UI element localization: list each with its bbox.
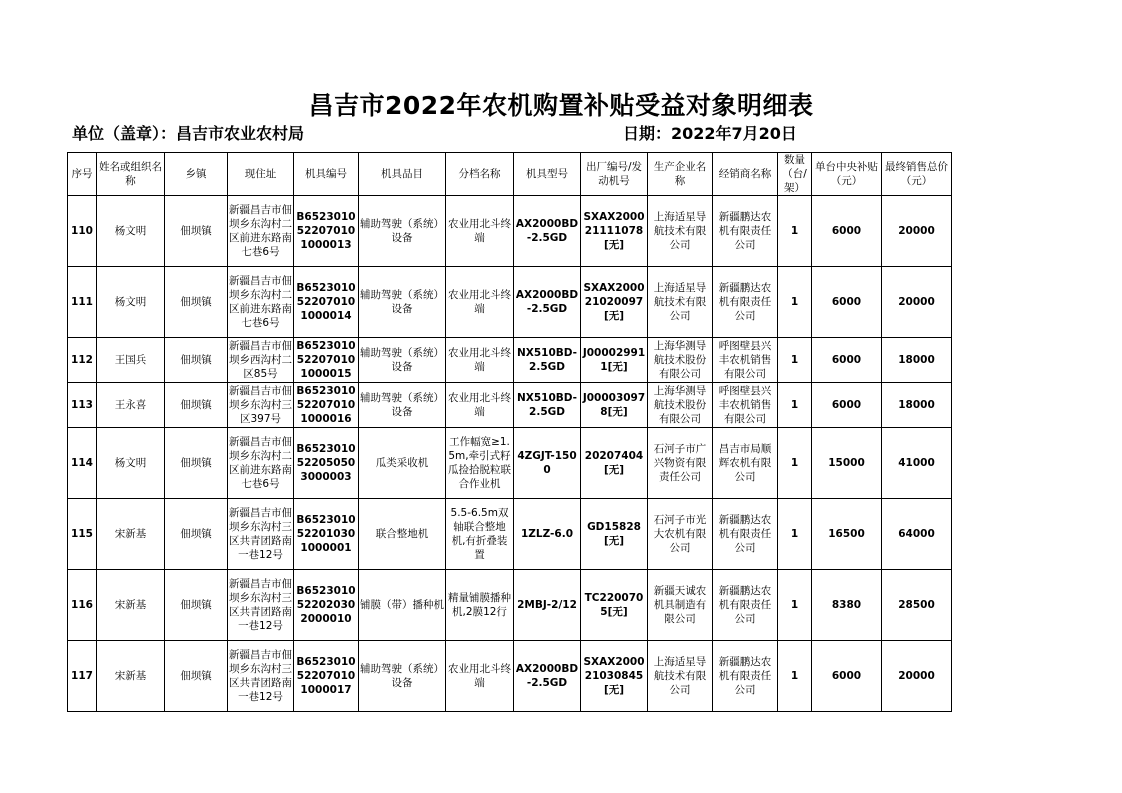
beneficiary-table xyxy=(67,152,952,712)
table-cell: B6523010522070101000016 xyxy=(294,383,359,428)
table-cell: 116 xyxy=(68,570,97,641)
table-cell: B6523010522070101000013 xyxy=(294,196,359,267)
table-cell: SXAX200021030845[无] xyxy=(581,641,648,712)
table-cell: 117 xyxy=(68,641,97,712)
table-cell: 6000 xyxy=(812,267,882,338)
table-cell: 铺膜（带）播种机 xyxy=(359,570,446,641)
column-header: 序号 xyxy=(68,153,97,196)
table-cell: 1 xyxy=(778,570,812,641)
table-cell: 2MBJ-2/12 xyxy=(514,570,581,641)
table-cell: 上海华测导航技术股份有限公司 xyxy=(648,383,713,428)
table-cell: B6523010522050503000003 xyxy=(294,428,359,499)
column-header: 乡镇 xyxy=(165,153,228,196)
column-header: 单台中央补贴（元） xyxy=(812,153,882,196)
table-cell: 64000 xyxy=(882,499,952,570)
table-cell: 昌吉市局顺辉农机有限公司 xyxy=(713,428,778,499)
table-cell: 辅助驾驶（系统）设备 xyxy=(359,196,446,267)
table-cell: 辅助驾驶（系统）设备 xyxy=(359,383,446,428)
table-row xyxy=(68,499,952,570)
table-cell: 4ZGJT-1500 xyxy=(514,428,581,499)
table-cell: 辅助驾驶（系统）设备 xyxy=(359,267,446,338)
table-cell: 113 xyxy=(68,383,97,428)
table-cell: 1 xyxy=(778,383,812,428)
table-cell: 15000 xyxy=(812,428,882,499)
table-cell: 佃坝镇 xyxy=(165,196,228,267)
table-cell: 18000 xyxy=(882,338,952,383)
table-cell: 杨文明 xyxy=(97,428,165,499)
table-cell: 1 xyxy=(778,641,812,712)
table-cell: 宋新基 xyxy=(97,570,165,641)
table-cell: 1 xyxy=(778,428,812,499)
table-cell: 上海适星导航技术有限公司 xyxy=(648,196,713,267)
table-cell: 新疆昌吉市佃坝乡东沟村三区共青团路南一巷12号 xyxy=(228,570,294,641)
table-cell: 佃坝镇 xyxy=(165,499,228,570)
table-cell: 杨文明 xyxy=(97,196,165,267)
table-cell: 20000 xyxy=(882,267,952,338)
table-cell: 上海适星导航技术有限公司 xyxy=(648,267,713,338)
table-cell: NX510BD-2.5GD xyxy=(514,338,581,383)
table-cell: 新疆昌吉市佃坝乡东沟村三区共青团路南一巷12号 xyxy=(228,499,294,570)
table-cell: 宋新基 xyxy=(97,499,165,570)
table-cell: 杨文明 xyxy=(97,267,165,338)
column-header: 机具型号 xyxy=(514,153,581,196)
table-cell: 新疆鹏达农机有限责任公司 xyxy=(713,570,778,641)
table-cell: 瓜类采收机 xyxy=(359,428,446,499)
table-cell: SXAX200021020097[无] xyxy=(581,267,648,338)
document-title: 昌吉市2022年农机购置补贴受益对象明细表 xyxy=(308,91,814,120)
table-cell: 农业用北斗终端 xyxy=(446,338,514,383)
table-cell: AX2000BD-2.5GD xyxy=(514,641,581,712)
table-cell: GD15828[无] xyxy=(581,499,648,570)
table-cell: B6523010522070101000015 xyxy=(294,338,359,383)
table-cell: 宋新基 xyxy=(97,641,165,712)
column-header: 分档名称 xyxy=(446,153,514,196)
table-cell: B6523010522020302000010 xyxy=(294,570,359,641)
table-cell: 110 xyxy=(68,196,97,267)
table-cell: 5.5-6.5m双轴联合整地机,有折叠装置 xyxy=(446,499,514,570)
table-row xyxy=(68,267,952,338)
table-cell: 佃坝镇 xyxy=(165,383,228,428)
table-cell: 新疆昌吉市佃坝乡东沟村二区前进东路南七巷6号 xyxy=(228,196,294,267)
table-cell: 1 xyxy=(778,196,812,267)
table-cell: 精量铺膜播种机,2膜12行 xyxy=(446,570,514,641)
issuing-unit: 单位（盖章）：昌吉市农业农村局 xyxy=(72,124,305,143)
table-cell: 1 xyxy=(778,267,812,338)
table-cell: 新疆鹏达农机有限责任公司 xyxy=(713,641,778,712)
table-cell: 41000 xyxy=(882,428,952,499)
table-row xyxy=(68,641,952,712)
table-cell: 新疆天诚农机具制造有限公司 xyxy=(648,570,713,641)
table-row xyxy=(68,338,952,383)
table-cell: SXAX200021111078[无] xyxy=(581,196,648,267)
table-cell: 辅助驾驶（系统）设备 xyxy=(359,641,446,712)
table-cell: 6000 xyxy=(812,641,882,712)
column-header: 姓名或组织名称 xyxy=(97,153,165,196)
table-cell: 115 xyxy=(68,499,97,570)
table-cell: B6523010522070101000017 xyxy=(294,641,359,712)
table-cell: 20207404[无] xyxy=(581,428,648,499)
table-cell: 王国兵 xyxy=(97,338,165,383)
column-header: 机具编号 xyxy=(294,153,359,196)
table-cell: 112 xyxy=(68,338,97,383)
table-cell: 农业用北斗终端 xyxy=(446,196,514,267)
table-cell: 28500 xyxy=(882,570,952,641)
table-cell: 114 xyxy=(68,428,97,499)
table-cell: 石河子市光大农机有限公司 xyxy=(648,499,713,570)
table-cell: 新疆鹏达农机有限责任公司 xyxy=(713,499,778,570)
table-cell: 1 xyxy=(778,499,812,570)
table-cell: 工作幅宽≥1.5m,牵引式籽瓜捡拾脱粒联合作业机 xyxy=(446,428,514,499)
table-row xyxy=(68,570,952,641)
table-cell: 1ZLZ-6.0 xyxy=(514,499,581,570)
table-cell: 上海华测导航技术股份有限公司 xyxy=(648,338,713,383)
table-cell: 6000 xyxy=(812,383,882,428)
issue-date: 日期：2022年7月20日 xyxy=(623,124,797,143)
table-cell: 王永喜 xyxy=(97,383,165,428)
table-cell: 佃坝镇 xyxy=(165,641,228,712)
column-header: 数量（台/架） xyxy=(778,153,812,196)
table-cell: 1 xyxy=(778,338,812,383)
table-header-row xyxy=(68,153,952,196)
table-cell: 佃坝镇 xyxy=(165,428,228,499)
table-cell: 20000 xyxy=(882,641,952,712)
table-cell: 石河子市广兴物资有限责任公司 xyxy=(648,428,713,499)
table-cell: 新疆鹏达农机有限责任公司 xyxy=(713,196,778,267)
table-cell: 佃坝镇 xyxy=(165,570,228,641)
table-cell: 111 xyxy=(68,267,97,338)
column-header: 出厂编号/发动机号 xyxy=(581,153,648,196)
table-cell: 农业用北斗终端 xyxy=(446,383,514,428)
table-cell: 新疆昌吉市佃坝乡西沟村二区85号 xyxy=(228,338,294,383)
table-cell: 新疆昌吉市佃坝乡东沟村二区前进东路南七巷6号 xyxy=(228,267,294,338)
table-row xyxy=(68,428,952,499)
table-row xyxy=(68,196,952,267)
table-cell: 佃坝镇 xyxy=(165,338,228,383)
table-cell: 呼图壁县兴丰农机销售有限公司 xyxy=(713,338,778,383)
table-cell: 新疆昌吉市佃坝乡东沟村三区共青团路南一巷12号 xyxy=(228,641,294,712)
table-cell: 20000 xyxy=(882,196,952,267)
table-cell: 上海适星导航技术有限公司 xyxy=(648,641,713,712)
table-cell: J000029911[无] xyxy=(581,338,648,383)
table-cell: 6000 xyxy=(812,338,882,383)
column-header: 现住址 xyxy=(228,153,294,196)
table-row xyxy=(68,383,952,428)
table-cell: 农业用北斗终端 xyxy=(446,641,514,712)
table-cell: B6523010522070101000014 xyxy=(294,267,359,338)
table-cell: 新疆鹏达农机有限责任公司 xyxy=(713,267,778,338)
table-cell: AX2000BD-2.5GD xyxy=(514,267,581,338)
column-header: 机具品目 xyxy=(359,153,446,196)
table-cell: 农业用北斗终端 xyxy=(446,267,514,338)
column-header: 经销商名称 xyxy=(713,153,778,196)
table-cell: B6523010522010301000001 xyxy=(294,499,359,570)
table-cell: 16500 xyxy=(812,499,882,570)
table-cell: 8380 xyxy=(812,570,882,641)
table-cell: 新疆昌吉市佃坝乡东沟村三区397号 xyxy=(228,383,294,428)
table-cell: 联合整地机 xyxy=(359,499,446,570)
table-cell: AX2000BD-2.5GD xyxy=(514,196,581,267)
column-header: 生产企业名称 xyxy=(648,153,713,196)
table-cell: 新疆昌吉市佃坝乡东沟村二区前进东路南七巷6号 xyxy=(228,428,294,499)
table-cell: 呼图壁县兴丰农机销售有限公司 xyxy=(713,383,778,428)
table-cell: TC2200705[无] xyxy=(581,570,648,641)
column-header: 最终销售总价（元） xyxy=(882,153,952,196)
table-cell: 辅助驾驶（系统）设备 xyxy=(359,338,446,383)
table-cell: 6000 xyxy=(812,196,882,267)
table-cell: 18000 xyxy=(882,383,952,428)
table-cell: NX510BD-2.5GD xyxy=(514,383,581,428)
table-cell: J000030978[无] xyxy=(581,383,648,428)
table-cell: 佃坝镇 xyxy=(165,267,228,338)
